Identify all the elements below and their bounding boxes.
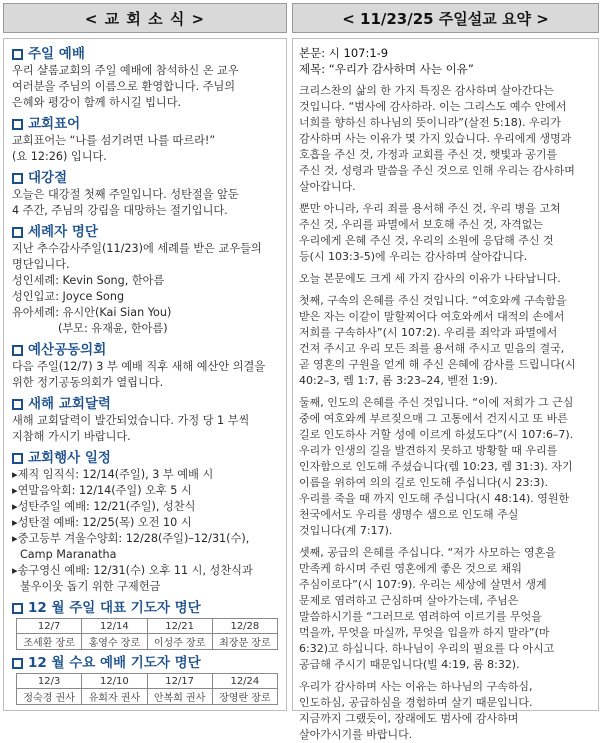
section-title-text: 주일 예배 — [28, 46, 85, 62]
news-line: 위한 정기공동의회가 열립니다. — [12, 376, 164, 389]
sermon-line: 셋째, 공급의 은혜를 주십니다. “저가 사모하는 영혼을 — [299, 546, 556, 559]
sermon-line: 문제로 염려하고 근심하며 살아가는데, 주님은 — [299, 594, 519, 607]
wednesday-prayer-section — [12, 654, 282, 705]
section-title-text: 세례자 명단 — [28, 224, 98, 240]
news-line: 오늘은 대강절 첫째 주일입니다. 성탄절을 앞둔 — [12, 188, 239, 201]
sermon-column — [292, 38, 599, 741]
square-bullet-icon — [12, 173, 23, 184]
sermon-line: 둘째, 인도의 은혜를 주신 것입니다. “이에 저희가 그 근심 — [299, 396, 574, 409]
sermon-line: 길로 인도하사 거할 성에 이르게 하셨도다”(시 107:6–7). — [299, 428, 574, 441]
sermon-line: 뿐만 아니라, 우리 죄를 용서해 주신 것, 우리 병을 고쳐 — [299, 202, 561, 215]
section-title — [12, 599, 282, 617]
sermon-line: 것입니다. “범사에 감사하라. 이는 그리스도 예수 안에서 — [299, 100, 567, 113]
section-title — [12, 654, 282, 672]
sermon-title: 제목: “우리가 감사하며 사는 이유” — [299, 62, 474, 76]
sermon-line: 우리가 감사하며 사는 이유는 하나님의 구속하심, — [299, 680, 533, 693]
sermon-line: 우리를 죽을 때 까지 인도해 주십니다(시 48:14). 영원한 — [299, 492, 570, 505]
event-item: ▸성탄주일 예배: 12/21(주일), 성찬식 — [12, 500, 196, 513]
date-cell: 12/3 — [17, 674, 82, 689]
prayer-schedule-table — [16, 673, 278, 705]
section-title — [12, 341, 282, 359]
sermon-text-reference: 본문: 시 107:1-9 — [299, 46, 389, 60]
section-title-text: 대강절 — [28, 170, 68, 186]
date-cell: 12/7 — [17, 619, 82, 634]
prayer-schedule-table — [16, 618, 278, 650]
sermon-line: 먹을까, 무엇을 마실까, 무엇을 입을까 하지 말라”(마 — [299, 626, 550, 639]
sermon-paragraph — [299, 83, 594, 195]
sermon-line: 받은 자는 이같이 말할찌어다 여호와께서 대적의 손에서 — [299, 310, 565, 323]
sermon-line: 크리스찬의 삶의 한 가지 특징은 감사하며 살아간다는 — [299, 84, 554, 97]
square-bullet-icon — [12, 658, 23, 669]
sermon-line: 40:2–3, 렘 1:7, 롬 3:23–24, 벧전 1:9). — [299, 374, 498, 387]
sermon-line: 살아가시기를 바랍니다. — [299, 728, 413, 741]
sermon-line: 주신 것, 성령과 말씀을 주신 것으로 인해 우리는 감사하며 — [299, 164, 575, 177]
news-section — [12, 169, 282, 219]
sermon-line: 것입니다(계 7:17). — [299, 524, 393, 537]
sermon-line: 6:32)고 하십니다. 하나님이 우리의 필요를 다 아시고 — [299, 642, 555, 655]
square-bullet-icon — [12, 603, 23, 614]
section-title — [12, 45, 282, 63]
sermon-line: 주심이로다”(시 107:9). 우리는 세상에 살면서 생계 — [299, 578, 547, 591]
table-row — [17, 634, 278, 650]
sermon-line: 공급해 주시기 때문입니다(빌 4:19, 롬 8:32). — [299, 658, 520, 671]
news-body — [12, 241, 282, 337]
sermon-line: 건져 주시고 우리 모든 죄를 용서해 주시고 믿음의 결국, — [299, 342, 565, 355]
sermon-line: 중에 여호와께 부르짖으매 그 고통에서 건지시고 또 바른 — [299, 412, 568, 425]
name-cell: 안복희 권사 — [147, 689, 212, 705]
section-title-text: 교회표어 — [28, 116, 81, 132]
sermon-line: 만족케 하시며 주린 영혼에게 좋은 것으로 채워 — [299, 562, 522, 575]
news-line: 성인입교: Joyce Song — [12, 290, 125, 303]
news-line: 지난 추수감사주일(11/23)에 세례를 받은 교우들의 — [12, 242, 262, 255]
sermon-line: 천국에서도 우리를 생명수 샘으로 인도해 주실 — [299, 508, 519, 521]
section-title — [12, 223, 282, 241]
table-row — [17, 619, 278, 634]
news-line: 다음 주일(12/7) 3 부 예배 직후 새해 예산안 의결을 — [12, 360, 266, 373]
sermon-paragraph — [299, 201, 594, 265]
name-cell: 홍영수 장로 — [82, 634, 147, 650]
sermon-line: 오늘 본문에도 크게 세 가지 감사의 이유가 나타납니다. — [299, 272, 561, 285]
square-bullet-icon — [12, 227, 23, 238]
news-body — [12, 187, 282, 219]
church-news-header: < 교 회 소 식 > — [3, 3, 287, 33]
square-bullet-icon — [12, 49, 23, 60]
event-item: ▸연말음악회: 12/14(주일) 오후 5 시 — [12, 484, 192, 497]
date-cell: 12/24 — [212, 674, 277, 689]
sermon-line: 저희를 구속하사”(시 107:2). 우리를 죄악과 파멸에서 — [299, 326, 558, 339]
news-line: 4 주간, 주님의 강림을 대망하는 절기입니다. — [12, 204, 228, 217]
news-section — [12, 341, 282, 391]
news-body — [12, 359, 282, 391]
sermon-body — [299, 83, 594, 743]
sermon-paragraph — [299, 293, 594, 389]
news-section — [12, 395, 282, 445]
name-cell: 조세환 장로 — [17, 634, 82, 650]
date-cell: 12/10 — [82, 674, 147, 689]
section-title — [12, 169, 282, 187]
news-line: 유아세례: 유시안(Kai Sian You) — [12, 306, 172, 319]
section-title-text: 12 월 수요 예배 기도자 명단 — [28, 655, 201, 671]
section-title — [12, 115, 282, 133]
news-body — [12, 413, 282, 445]
news-section — [12, 223, 282, 337]
events-list — [12, 467, 282, 595]
sermon-paragraph — [299, 395, 594, 539]
square-bullet-icon — [12, 453, 23, 464]
name-cell: 정숙경 권사 — [17, 689, 82, 705]
news-line: 성인세례: Kevin Song, 한아름 — [12, 274, 165, 287]
event-item: ▸성탄절 예배: 12/25(목) 오전 10 시 — [12, 516, 192, 529]
section-title — [12, 449, 282, 467]
news-line: 우리 샬롬교회의 주일 예배에 참석하신 온 교우 — [12, 64, 239, 77]
section-title-text: 새해 교회달력 — [28, 396, 111, 412]
sermon-line: 우리가 인생의 길을 발견하지 못하고 방황할 때 우리를 — [299, 444, 558, 457]
sermon-line: 이름을 위하여 의의 길로 인도해 주십니다(시 23:3). — [299, 476, 549, 489]
date-cell: 12/28 — [212, 619, 277, 634]
date-cell: 12/17 — [147, 674, 212, 689]
news-section — [12, 45, 282, 111]
sermon-line: 호흡을 주신 것, 가정과 교회를 주신 것, 햇빛과 공기를 — [299, 148, 558, 161]
sermon-paragraph — [299, 271, 594, 287]
square-bullet-icon — [12, 399, 23, 410]
news-line: 여러분을 주님의 이름으로 환영합니다. 주님의 — [12, 80, 236, 93]
sermon-line: 첫째, 구속의 은혜를 주신 것입니다. “여호와께 구속함을 — [299, 294, 567, 307]
event-item: Camp Maranatha — [20, 548, 117, 561]
sermon-paragraph — [299, 545, 594, 673]
news-section — [12, 115, 282, 165]
event-item: ▸송구영신 예배: 12/31(수) 오후 11 시, 성찬식과 — [12, 564, 253, 577]
news-line: 지참해 가시기 바랍니다. — [12, 430, 131, 443]
news-line: (부모: 유재윤, 한아름) — [58, 322, 168, 335]
news-line: 은혜와 평강이 함께 하시길 빕니다. — [12, 96, 182, 109]
church-news-column — [3, 38, 287, 711]
news-line: 새해 교회달력이 발간되었습니다. 가정 당 1 부씩 — [12, 414, 250, 427]
section-title — [12, 395, 282, 413]
event-item: 불우이웃 돕기 위한 구제헌금 — [20, 580, 161, 593]
name-cell: 유회자 권사 — [82, 689, 147, 705]
section-title-text: 예산공동의회 — [28, 342, 107, 358]
news-line: 명단입니다. — [12, 258, 70, 271]
sermon-line: 주신 것, 우리를 파멸에서 보호해 주신 것, 자격없는 — [299, 218, 543, 231]
name-cell: 최장문 장로 — [212, 634, 277, 650]
sermon-line: 곧 영혼의 구원을 얻게 해 주신 은혜에 감사를 드립니다(시 — [299, 358, 576, 371]
sermon-line: 인자함으로 인도해 주셨습니다(렘 10:23, 렘 31:3). 자기 — [299, 460, 573, 473]
table-row — [17, 689, 278, 705]
square-bullet-icon — [12, 345, 23, 356]
sermon-paragraph — [299, 679, 594, 743]
sermon-heading — [299, 45, 594, 77]
sermon-line: 인도하심, 공급하심을 경험하며 살기 때문입니다. — [299, 696, 533, 709]
sermon-line: 감사하며 사는 이유가 몇 가지 있습니다. 우리에게 생명과 — [299, 132, 572, 145]
square-bullet-icon — [12, 119, 23, 130]
sermon-line: 말씀하시기를 “그러므로 염려하여 이르기를 무엇을 — [299, 610, 542, 623]
news-body — [12, 63, 282, 111]
section-title-text: 교회행사 일정 — [28, 450, 111, 466]
table-row — [17, 674, 278, 689]
sermon-line: 살아갑니다. — [299, 180, 356, 193]
sermon-line: 지금까지 그랬듯이, 장래에도 범사에 감사하며 — [299, 712, 519, 725]
name-cell: 이성주 장로 — [147, 634, 212, 650]
news-line: (요 12:26) 입니다. — [12, 150, 107, 163]
sermon-line: 너희를 향하신 하나님의 뜻이니라”(살전 5:18). 우리가 — [299, 116, 561, 129]
news-body — [12, 133, 282, 165]
name-cell: 장영란 장로 — [212, 689, 277, 705]
sermon-line: 우리에게 은혜 주신 것, 우리의 소원에 응답해 주신 것 — [299, 234, 554, 247]
sermon-summary-header: < 11/23/25 주일설교 요약 > — [292, 3, 599, 33]
sermon-line: 등(시 103:3-5)에 우리는 감사하며 살아갑니다. — [299, 250, 528, 263]
event-item: ▸중고등부 겨울수양회: 12/28(주일)–12/31(수), — [12, 532, 250, 545]
news-line: 교회표어는 “나를 섬기려면 나를 따르라!” — [12, 134, 216, 147]
events-section — [12, 449, 282, 595]
date-cell: 12/21 — [147, 619, 212, 634]
date-cell: 12/14 — [82, 619, 147, 634]
event-item: ▸제직 임직식: 12/14(주일), 3 부 예배 시 — [12, 468, 214, 481]
section-title-text: 12 월 주일 대표 기도자 명단 — [28, 600, 201, 616]
sunday-prayer-section — [12, 599, 282, 650]
